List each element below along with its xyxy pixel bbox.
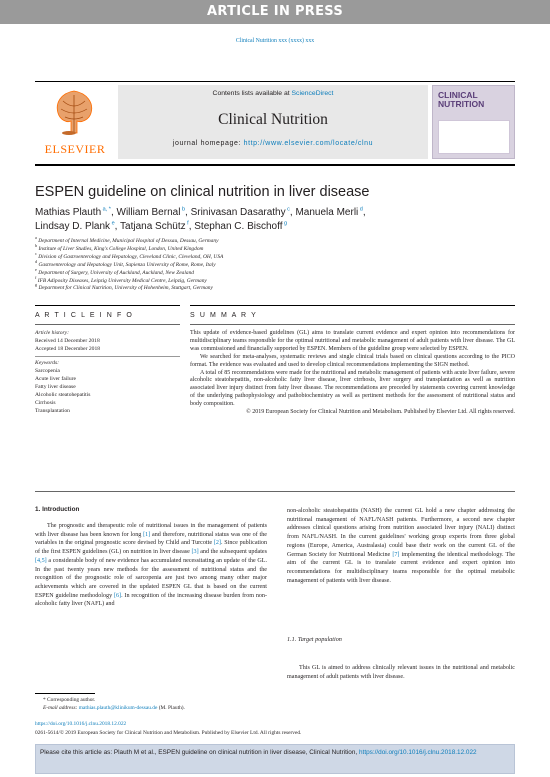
keyword-list — [35, 368, 180, 415]
accepted-date: Accepted 18 December 2018 — [35, 345, 101, 352]
citation-text: Please cite this article as: Plauth M et al., ESPEN guideline on clinical nutrition in liver disease, Clinical Nutrition, — [40, 749, 359, 756]
reference-link[interactable]: [6] — [113, 592, 122, 599]
info-separator — [35, 356, 180, 357]
footnote-rule — [35, 693, 95, 694]
keyword-item[interactable]: Cirrhosis — [35, 399, 56, 406]
cover-title-line1: CLINICAL — [438, 90, 478, 100]
affiliation-marker: b — [35, 243, 38, 249]
affiliation-item: $^g$ Department for Clinical Nutrition, University of Hohenheim, Stuttgart, Germany — [35, 282, 213, 292]
copyright-notice: © 2019 European Society for Clinical Nutrition and Metabolism. Published by Elsevier Ltd. All rights reserved. — [246, 409, 515, 416]
author-name[interactable]: Srinivasan Dasarathy — [190, 207, 286, 218]
author-affiliation-marker[interactable]: g — [282, 220, 288, 227]
author-affiliation-marker[interactable]: c — [285, 206, 290, 213]
affiliation-item: $^d$ Gastroenterology and Hepatology Unit, Sapienza University of Rome, Rome, Italy — [35, 258, 216, 268]
left-column — [35, 522, 267, 609]
journal-cover-thumbnail[interactable] — [432, 85, 515, 159]
cover-title — [438, 91, 512, 109]
abstract-paragraph: This update of evidence-based guidelines (GL) aims to translate current evidence and expert opinion into recommendations for multidisciplinary teams responsible for the optimal nutritional and metabolic management of adult patients with liver disease. The GL was commissioned and financially supported by ESPEN. Members of the guideline group were selected by ESPEN. — [190, 330, 515, 352]
author-affiliation-marker[interactable]: e — [110, 220, 115, 227]
header-divider-bottom — [35, 164, 515, 166]
abstract-paragraph: A total of 85 recommendations were made for the nutritional and metabolic management of patients with acute liver failure, severe alcoholic steatohepatitis, non-alcoholic fatty liver disease, liver cirrhosis, liver surgery and transplantation as well as nutrition associated liver injury distinct from fatty liver disease. The recommendations are preceded by statements covering current knowledge of the underlying pathophysiology and pathobiochemistry as well as pertinent methods for the assessment of nutritional status and body composition. — [190, 369, 515, 408]
corresponding-author-label: * Corresponding author. — [43, 697, 96, 703]
abstract-paragraph: We searched for meta-analyses, systematic reviews and single clinical trials based on clinical questions according to the PICO format. The evidence was evaluated and used to develop clinical recommendations implementing the SIGN method. — [190, 353, 515, 368]
journal-homepage-link[interactable]: http://www.elsevier.com/locate/clnu — [243, 140, 374, 147]
introduction-heading: 1. Introduction — [35, 506, 80, 513]
author-affiliation-marker[interactable]: b — [180, 206, 186, 213]
article-info-block — [35, 330, 180, 416]
elsevier-logo[interactable] — [35, 85, 115, 161]
cover-illustration — [438, 120, 510, 154]
affiliation-item: $^e$ Department of Surgery, University of Auckland, Auckland, New Zealand — [35, 266, 194, 276]
article-in-press-banner: ARTICLE IN PRESS — [0, 0, 550, 24]
journal-reference-link[interactable]: Clinical Nutrition xxx (xxxx) xxx — [235, 38, 315, 44]
affiliation-item: $^c$ Division of Gastroenterology and Hepatology, Cleveland Clinic, Cleveland, OH, USA — [35, 251, 224, 260]
author-name[interactable]: Lindsay D. Plank — [35, 220, 111, 232]
keyword-item[interactable]: Sarcopenia — [35, 368, 60, 375]
affiliation-marker: f — [35, 274, 37, 280]
keyword-item[interactable]: Alcoholic steatohepatitis — [35, 391, 91, 398]
journal-title: Clinical Nutrition — [218, 111, 328, 128]
history-label: Article history: — [35, 330, 70, 336]
reference-link[interactable]: [4,5] — [35, 557, 47, 564]
keywords-label: Keywords: — [35, 360, 60, 367]
contents-prefix: Contents lists available at — [212, 90, 292, 97]
summary-rule — [190, 305, 515, 306]
journal-homepage-line — [118, 140, 428, 147]
introduction-paragraph: The prognostic and therapeutic role of nutritional issues in the management of patients with liver disease has been known for long [1] and therefore, nutritional status was one of the variables in the original prognostic score devised by Child and Turcotte [2]. Since publication of the first ESPEN guidelines (GL) on nutrition in liver disease [3] and the subsequent updates [4,5] a considerable body of new evidence has accumulated necessitating an update of the GL. In the past twenty years new methods for the assessment of nutritional status and the recognition of the prognostic role of sarcopenia are just two among many other major achievements which are covered in the updated ESPEN GL that is based on the current ESPEN guideline methodology [6]. In recognition of the increasing disease burden from non-alcoholic fatty liver (NAFL) and — [35, 523, 268, 608]
affiliation-item: $^b$ Institute of Liver Studies, King's College Hospital, London, United Kingdom — [35, 243, 204, 252]
abstract-end-rule — [35, 491, 515, 492]
author-name[interactable]: William Bernal — [116, 207, 181, 218]
affiliation-marker: c — [35, 251, 37, 257]
reference-link[interactable]: [2] — [213, 540, 221, 547]
elsevier-tree-icon — [49, 87, 99, 137]
introduction-continued-paragraph: non-alcoholic steatohepatitis (NASH) the current GL hold a new chapter addressing the nutritional management of NAFL/NASH patients. Furthermore, a second new chapter addresses clinical questions arising from nutrition associated liver injury (NALI) distinct from NAFL/NASH. In the current guidelines' working group experts from three global regions (Europe, America, Australasia) could base their work on the current GL of the German Society for Nutritional Medicine [7] implementing the identical methodology. The aim of the current GL is to translate current evidence and expert opinion into recommendations for multidisciplinary teams responsible for the optimal metabolic management of patients with liver disease. — [287, 508, 515, 584]
affiliation-marker: e — [35, 266, 37, 272]
affiliation-marker: d — [35, 258, 38, 264]
author-name[interactable]: Mathias Plauth — [35, 207, 102, 218]
article-title: ESPEN guideline on clinical nutrition in liver disease — [35, 184, 370, 200]
author-name[interactable]: Tatjana Schütz — [120, 220, 186, 232]
keyword-item[interactable]: Acute liver failure — [35, 376, 76, 383]
received-date: Received 14 December 2018 — [35, 337, 100, 344]
affiliation-item: $^f$ IFB Adiposity Diseases, Leipzig University Medical Centre, Leipzig, Germany — [35, 274, 207, 284]
cover-title-line2: NUTRITION — [438, 99, 485, 109]
article-info-subrule — [35, 324, 180, 325]
doi-link[interactable]: https://doi.org/10.1016/j.clnu.2018.12.022 — [35, 721, 127, 727]
affiliation-marker: a — [35, 235, 37, 241]
citation-doi-link[interactable]: https://doi.org/10.1016/j.clnu.2018.12.022 — [358, 749, 477, 756]
reference-link[interactable]: [3] — [191, 549, 199, 556]
right-column — [287, 507, 515, 585]
email-line — [35, 704, 267, 712]
affiliation-list — [35, 235, 515, 293]
issn-copyright-line: 0261-5614/© 2019 European Society for Clinical Nutrition and Metabolism. Published by Elsevier Ltd. All rights reserved. — [35, 730, 302, 736]
homepage-prefix: journal homepage: — [172, 140, 244, 147]
target-population-body — [287, 664, 515, 681]
article-info-rule — [35, 305, 180, 306]
header-divider-top — [35, 81, 515, 82]
email-suffix: (M. Plauth). — [157, 705, 185, 711]
email-label: E-mail address: — [43, 705, 79, 711]
author-email-link[interactable]: mathias.plauth@klinikum-dessau.de — [78, 705, 158, 711]
reference-link[interactable]: [1] — [143, 531, 151, 538]
abstract — [190, 330, 515, 417]
target-population-paragraph: This GL is aimed to address clinically relevant issues in the nutritional and metabolic management of adult patients with liver disease. — [287, 665, 515, 680]
keyword-item[interactable]: Fatty liver disease — [35, 384, 76, 391]
citation-notice — [40, 748, 512, 759]
affiliation-marker: g — [35, 282, 38, 288]
author-affiliation-marker[interactable]: a, * — [101, 206, 111, 213]
reference-link[interactable]: [7] — [392, 551, 400, 558]
author-list: Mathias Plauth $^{a, *}$, William Bernal $^b$, Srinivasan Dasarathy $^c$, Manuela Merli $^d$, Lindsay D. Plank $^e$, Tatjana Schütz $^f$, Stephan C. Bischoff $^g$ — [35, 206, 366, 232]
author-name[interactable]: Manuela Merli — [295, 207, 359, 218]
sciencedirect-link[interactable]: ScienceDirect — [291, 90, 334, 97]
corresponding-author-footnote — [35, 696, 267, 712]
affiliation-item: $^a$ Department of Internal Medicine, Municipal Hospital of Dessau, Dessau, Germany — [35, 235, 219, 244]
citation-notice-box — [35, 744, 515, 774]
contents-available-line — [118, 90, 428, 97]
author-affiliation-marker[interactable]: f — [185, 220, 189, 227]
article-info-heading: A R T I C L E I N F O — [35, 312, 134, 319]
author-name[interactable]: Stephan C. Bischoff — [194, 220, 283, 232]
author-affiliation-marker[interactable]: d — [358, 206, 363, 213]
summary-heading: S U M M A R Y — [190, 312, 258, 319]
publisher-name: ELSEVIER — [44, 142, 106, 156]
summary-subrule — [190, 324, 515, 325]
target-population-heading: 1.1. Target population — [287, 636, 342, 643]
keyword-item[interactable]: Transplantation — [35, 407, 70, 414]
journal-header-box — [118, 85, 428, 159]
